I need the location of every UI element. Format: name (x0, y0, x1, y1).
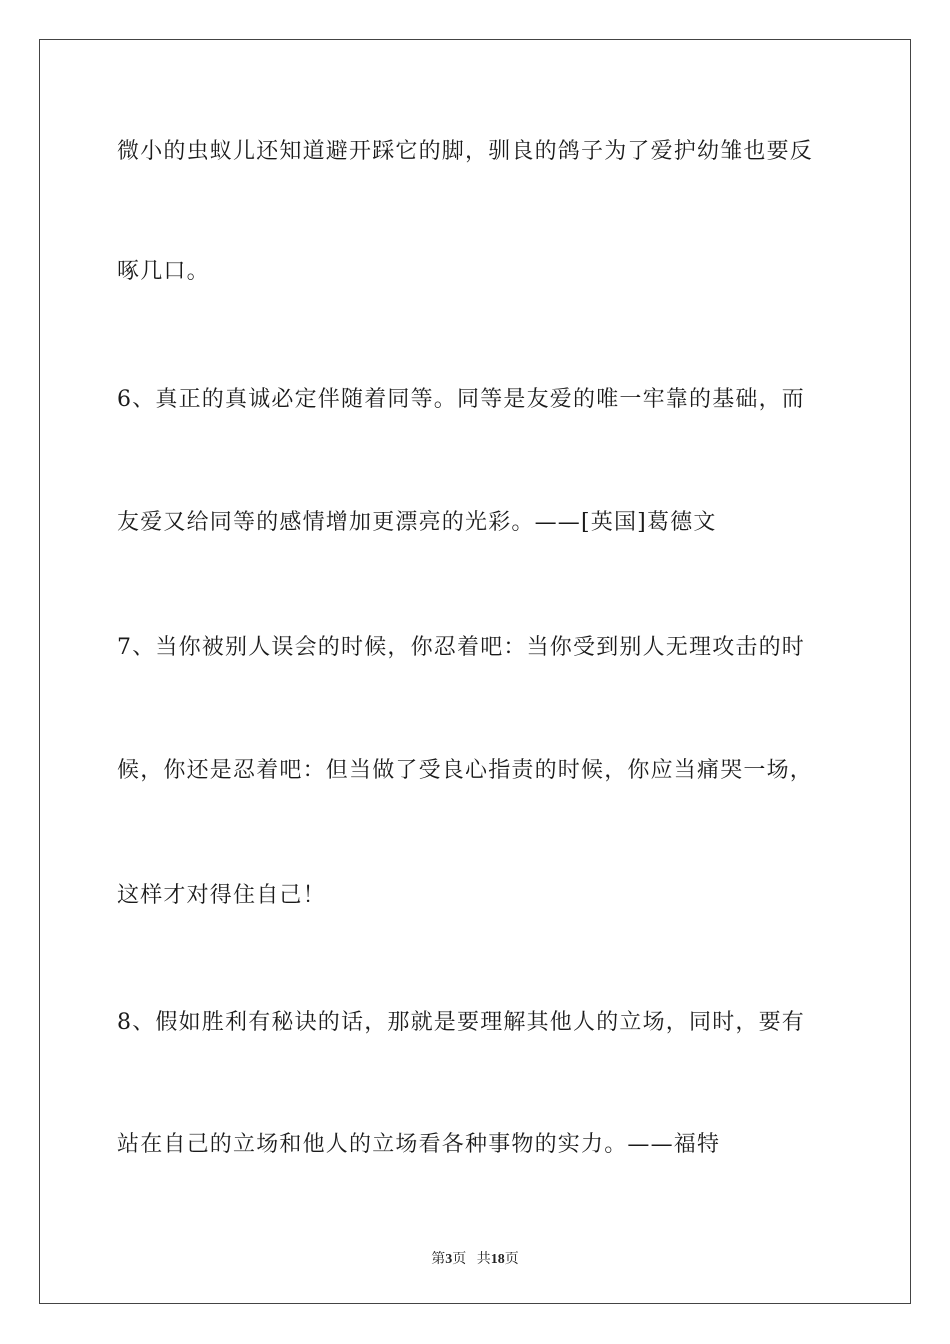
text-line: 8、假如胜利有秘诀的话，那就是要理解其他人的立场，同时，要有 (117, 1010, 805, 1035)
total-prefix: 共 (476, 1252, 491, 1267)
text-line: 6、真正的真诚必定伴随着同等。同等是友爱的唯一牢靠的基础，而 (117, 387, 805, 412)
text-line: 微小的虫蚁儿还知道避开踩它的脚，驯良的鸽子为了爱护幼雏也要反 (117, 139, 814, 164)
page-suffix: 页 (452, 1252, 467, 1267)
total-suffix: 页 (504, 1252, 519, 1267)
page-prefix: 第 (431, 1252, 446, 1267)
text-line: 友爱又给同等的感情增加更漂亮的光彩。——[英国]葛德文 (117, 510, 717, 535)
page-number: 3 (445, 1252, 453, 1267)
text-line: 这样才对得住自己！ (117, 883, 326, 908)
page-footer (0, 1248, 950, 1268)
text-line: 啄几口。 (117, 259, 210, 284)
total-pages: 18 (490, 1252, 505, 1267)
text-line: 候，你还是忍着吧：但当做了受良心指责的时候，你应当痛哭一场， (117, 758, 814, 783)
page-border (39, 39, 911, 1304)
text-line: 站在自己的立场和他人的立场看各种事物的实力。——福特 (117, 1132, 721, 1157)
text-line: 7、当你被别人误会的时候，你忍着吧：当你受到别人无理攻击的时 (117, 635, 805, 660)
